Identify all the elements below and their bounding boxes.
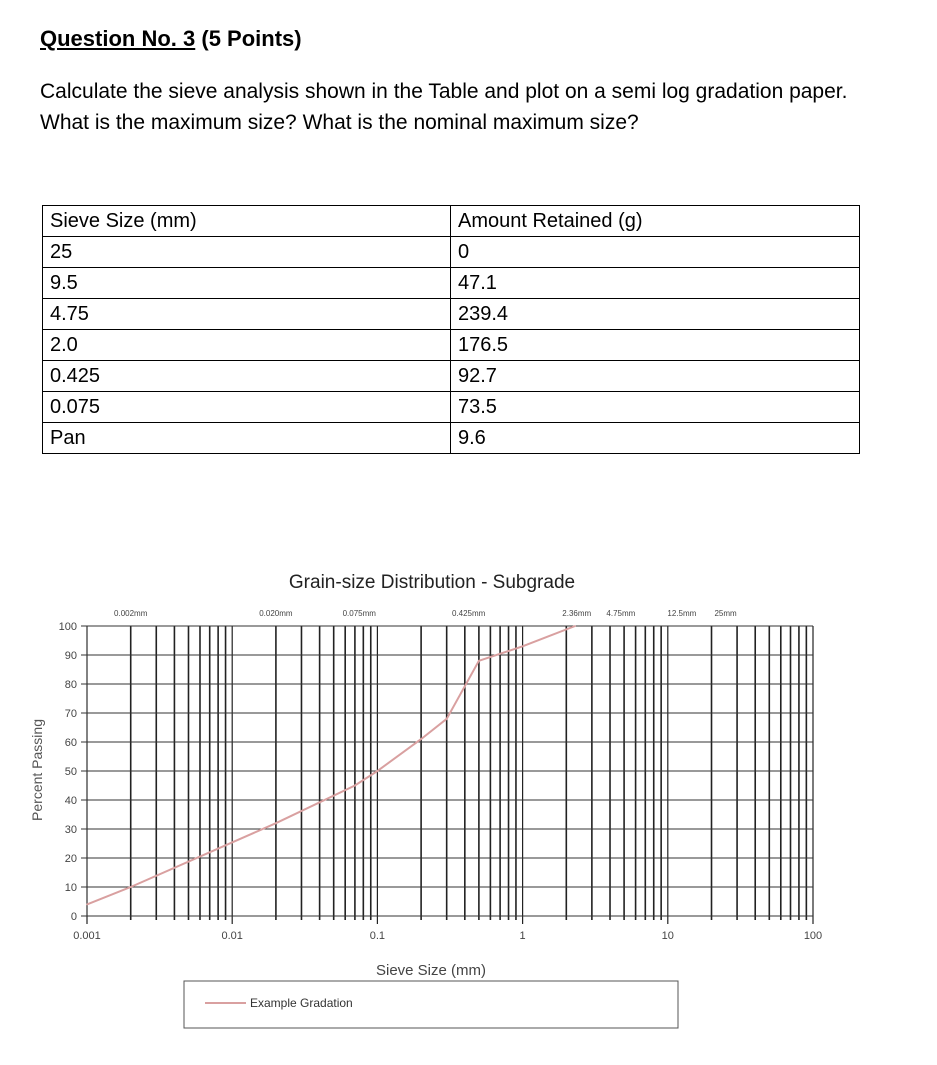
cell-sieve-size: 0.425 [43, 361, 451, 392]
cell-amount-retained: 92.7 [451, 361, 860, 392]
y-tick-label: 30 [64, 824, 77, 836]
x-axis-label: Sieve Size (mm) [375, 962, 487, 979]
cell-amount-retained: 239.4 [451, 299, 860, 330]
x-tick-label: 10 [661, 930, 674, 942]
question-points: (5 Points) [201, 26, 302, 51]
sieve-marker-label: 0.425mm [451, 609, 486, 618]
sieve-marker-label: 0.075mm [342, 609, 376, 618]
gradation-point [446, 718, 448, 720]
x-tick-label: 0.001 [73, 930, 101, 942]
chart-title: Grain-size Distribution - Subgrade [288, 572, 576, 593]
header-sieve-size: Sieve Size (mm) [43, 206, 451, 237]
gradation-point [377, 770, 379, 772]
table-header-row [43, 206, 860, 237]
gradation-point [130, 886, 132, 888]
x-tick-label: 0.01 [221, 930, 243, 942]
gradation-point [420, 738, 422, 740]
table-row [43, 237, 860, 268]
sieve-marker-label: 0.020mm [259, 609, 293, 618]
x-tick-label: 100 [803, 930, 823, 942]
y-tick-label: 20 [64, 853, 77, 865]
question-heading [40, 26, 302, 52]
cell-sieve-size: 0.075 [43, 392, 451, 423]
table-row [43, 268, 860, 299]
cell-sieve-size: 2.0 [43, 330, 451, 361]
cell-sieve-size: 9.5 [43, 268, 451, 299]
table-row [43, 423, 860, 454]
gradation-point [86, 904, 88, 906]
x-tick-label: 0.1 [369, 930, 386, 942]
gradation-point [574, 625, 576, 627]
gradation-line [87, 626, 575, 904]
sieve-marker-label: 25mm [714, 609, 737, 618]
y-tick-label: 0 [70, 911, 77, 923]
gradation-point [275, 822, 277, 824]
table-row [43, 361, 860, 392]
x-tick-label: 1 [519, 930, 526, 942]
gradation-point [522, 646, 524, 648]
sieve-marker-label: 4.75mm [606, 609, 636, 618]
question-text: Calculate the sieve analysis shown in the Table and plot on a semi log gradation paper. What is the maximum size? What is the nominal maximum size? [40, 80, 848, 134]
y-tick-label: 10 [64, 882, 77, 894]
cell-amount-retained: 73.5 [451, 392, 860, 423]
cell-amount-retained: 9.6 [451, 423, 860, 454]
grain-size-chart [0, 560, 937, 1065]
cell-amount-retained: 0 [451, 237, 860, 268]
legend-label: Example Gradation [250, 996, 353, 1010]
y-tick-label: 100 [58, 621, 77, 633]
cell-sieve-size: 4.75 [43, 299, 451, 330]
sieve-table [42, 205, 860, 454]
gradation-point [354, 785, 356, 787]
table-row [43, 299, 860, 330]
header-amount-retained: Amount Retained (g) [451, 206, 860, 237]
y-tick-label: 60 [64, 737, 77, 749]
cell-sieve-size: 25 [43, 237, 451, 268]
y-tick-label: 90 [64, 650, 77, 662]
gradation-point [478, 660, 480, 662]
table-row [43, 392, 860, 423]
cell-amount-retained: 47.1 [451, 268, 860, 299]
question-number: Question No. 3 [40, 26, 196, 51]
cell-amount-retained: 176.5 [451, 330, 860, 361]
cell-sieve-size: Pan [43, 423, 451, 454]
y-tick-label: 80 [64, 679, 77, 691]
sieve-marker-label: 0.002mm [114, 609, 148, 618]
y-tick-label: 50 [64, 766, 77, 778]
sieve-marker-label: 12.5mm [667, 609, 697, 618]
y-tick-label: 40 [64, 795, 77, 807]
y-axis-label: Percent Passing [29, 719, 45, 821]
sieve-marker-label: 2.36mm [562, 609, 592, 618]
y-tick-label: 70 [64, 708, 77, 720]
table-row [43, 330, 860, 361]
